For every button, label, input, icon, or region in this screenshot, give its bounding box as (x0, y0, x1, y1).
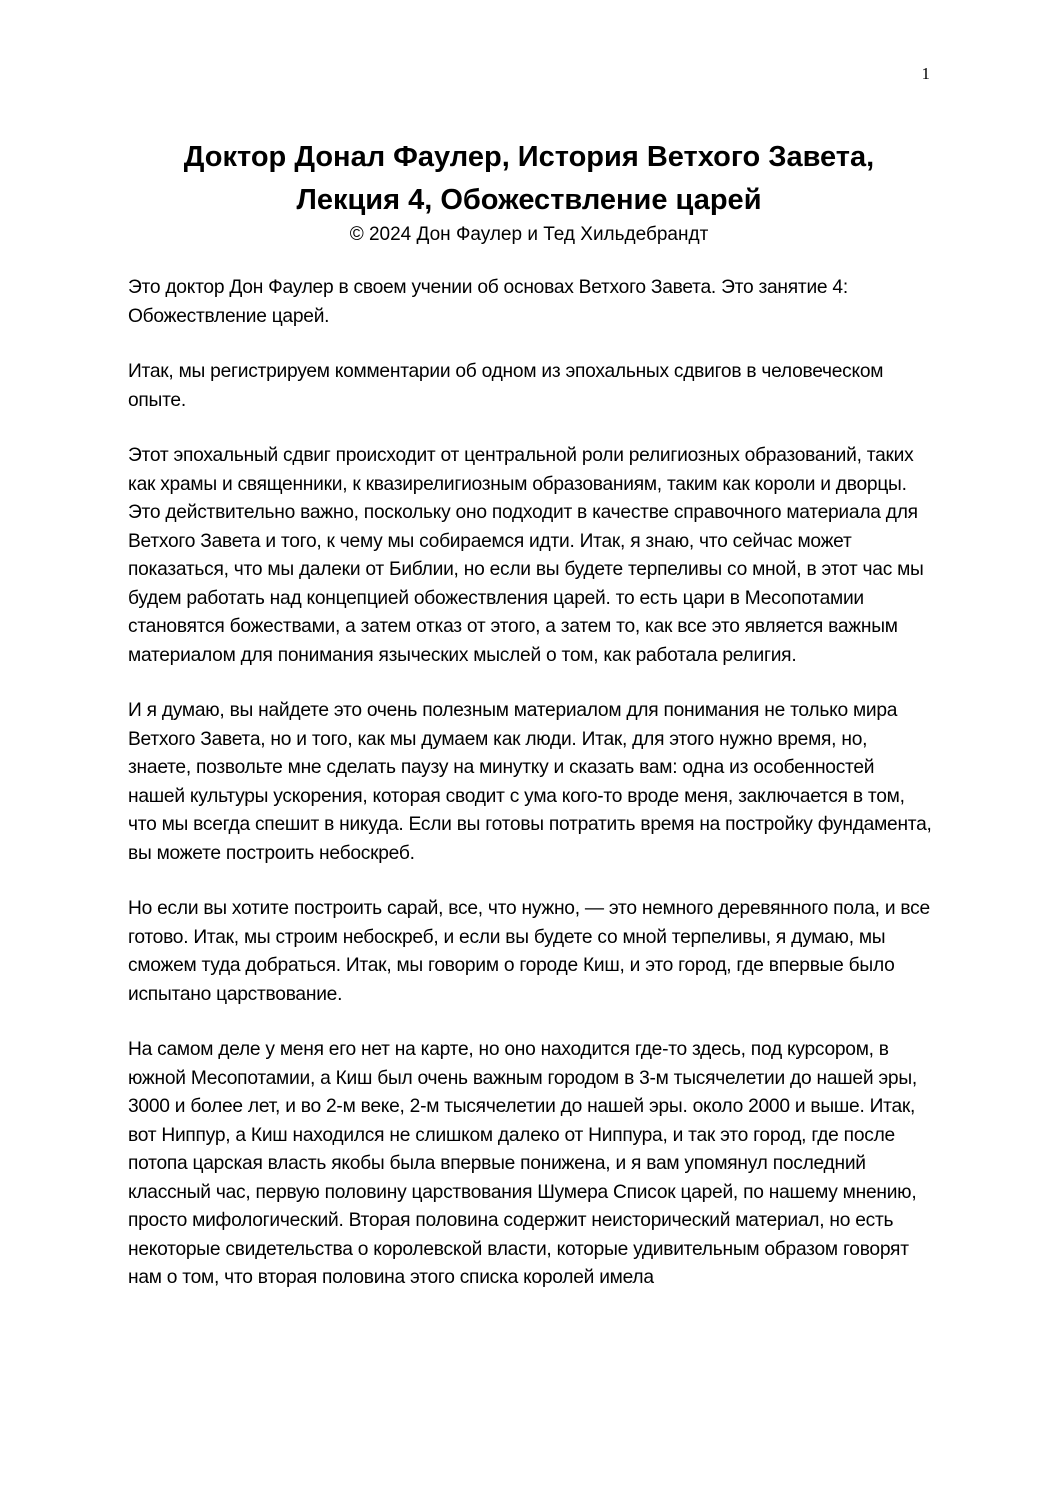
title-line-2: Лекция 4, Обожествление царей (296, 184, 762, 216)
paragraph: И я думаю, вы найдете это очень полезным материалом для понимания не только мира Ветхого Завета, но и того, как мы думаем как люди. Итак, для этого нужно время, но, знаете, позвольте мне сделать паузу на минутку и сказать вам: одна из особенностей нашей культуры ускорения, которая сводит с ума кого-то вроде меня, заключается в том, что мы всегда спешит в никуда. Если вы готовы потратить время на постройку фундамента, вы можете построить небоскреб. (128, 700, 932, 864)
copyright-line: © 2024 Дон Фаулер и Тед Хильдебрандт (349, 224, 709, 245)
page-number: 1 (921, 64, 930, 83)
paragraph: Итак, мы регистрируем комментарии об одном из эпохальных сдвигов в человеческом опыте. (128, 361, 884, 411)
paragraph: Это доктор Дон Фаулер в своем учении об основах Ветхого Завета. Это занятие 4: Обожествление царей. (128, 277, 848, 327)
paragraph: Но если вы хотите построить сарай, все, что нужно, — это немного деревянного пола, и все готово. Итак, мы строим небоскреб, и если вы будете со мной терпеливы, я думаю, мы сможем туда добраться. Итак, мы говорим о городе Киш, и это город, где впервые было испытано царствование. (128, 898, 930, 1005)
paragraph: На самом деле у меня его нет на карте, но оно находится где-то здесь, под курсором, в южной Месопотамии, а Киш был очень важным городом в 3-м тысячелетии до нашей эры, 3000 и более лет, и во 2-м веке, 2-м тысячелетии до нашей эры. около 2000 и выше. Итак, вот Ниппур, а Киш находился не слишком далеко от Ниппура, и так это город, где после потопа царская власть якобы была впервые понижена, и я вам упомянул последний классный час, первую половину царствования Шумера Список царей, по нашему мнению, просто мифологический. Вторая половина содержит неисторический материал, но есть некоторые свидетельства о королевской власти, которые удивительным образом говорят нам о том, что вторая половина этого списка королей имела (128, 1039, 917, 1288)
title-block (128, 136, 930, 248)
body-text (128, 274, 932, 1320)
title-line-1: Доктор Донал Фаулер, История Ветхого Завета, (183, 141, 875, 173)
paragraph: Этот эпохальный сдвиг происходит от центральной роли религиозных образований, таких как храмы и священники, к квазирелигиозным образованиям, таким как короли и дворцы. Это действительно важно, поскольку оно подходит в качестве справочного материала для Ветхого Завета и того, к чему мы собираемся идти. Итак, я знаю, что сейчас может показаться, что мы далеки от Библии, но если вы будете терпеливы со мной, в этот час мы будем работать над концепцией обожествления царей. то есть цари в Месопотамии становятся божествами, а затем отказ от этого, а затем то, как все это является важным материалом для понимания языческих мыслей о том, как работала религия. (128, 445, 924, 666)
document-title (128, 136, 930, 222)
